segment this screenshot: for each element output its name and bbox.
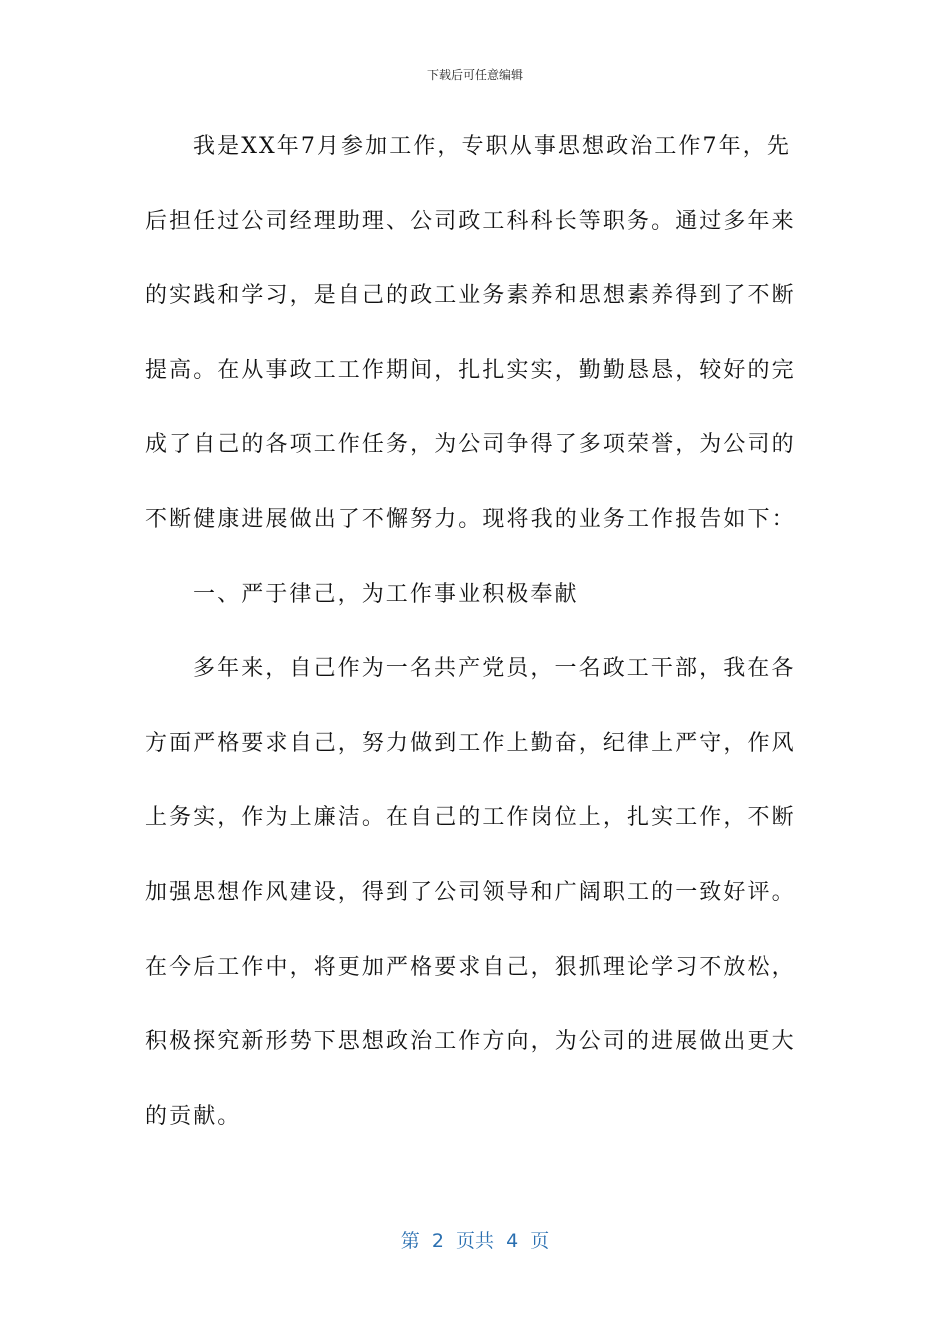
paragraph-line: 后担任过公司经理助理、公司政工科科长等职务。通过多年来	[145, 208, 796, 234]
paragraph-line: 上务实，作为上廉洁。在自己的工作岗位上，扎实工作，不断	[145, 805, 796, 831]
section-heading: 一、严于律己，为工作事业积极奉献	[193, 581, 579, 607]
header-note: 下载后可任意编辑	[426, 68, 523, 82]
paragraph-line: 方面严格要求自己，努力做到工作上勤奋，纪律上严守，作风	[145, 730, 796, 756]
paragraph-line: 我是XX年7月参加工作，专职从事思想政治工作7年，先	[193, 134, 791, 159]
paragraph-line: 积极探究新形势下思想政治工作方向，为公司的进展做出更大	[145, 1029, 796, 1055]
paragraph-line: 多年来，自己作为一名共产党员，一名政工干部，我在各	[193, 656, 796, 682]
paragraph-line: 的实践和学习，是自己的政工业务素养和思想素养得到了不断	[145, 283, 796, 309]
paragraph-line: 提高。在从事政工工作期间，扎扎实实，勤勤恳恳，较好的完	[145, 357, 796, 383]
paragraph-line: 的贡献。	[145, 1103, 242, 1129]
paragraph-line: 加强思想作风建设，得到了公司领导和广阔职工的一致好评。	[145, 879, 796, 905]
page-number: 第 2 页共 4 页	[400, 1230, 550, 1252]
paragraph-line: 成了自己的各项工作任务，为公司争得了多项荣誉，为公司的	[145, 432, 796, 458]
paragraph-line: 不断健康进展做出了不懈努力。现将我的业务工作报告如下：	[145, 506, 796, 532]
document-body	[145, 128, 795, 1172]
paragraph-line: 在今后工作中，将更加严格要求自己，狠抓理论学习不放松，	[145, 954, 796, 980]
